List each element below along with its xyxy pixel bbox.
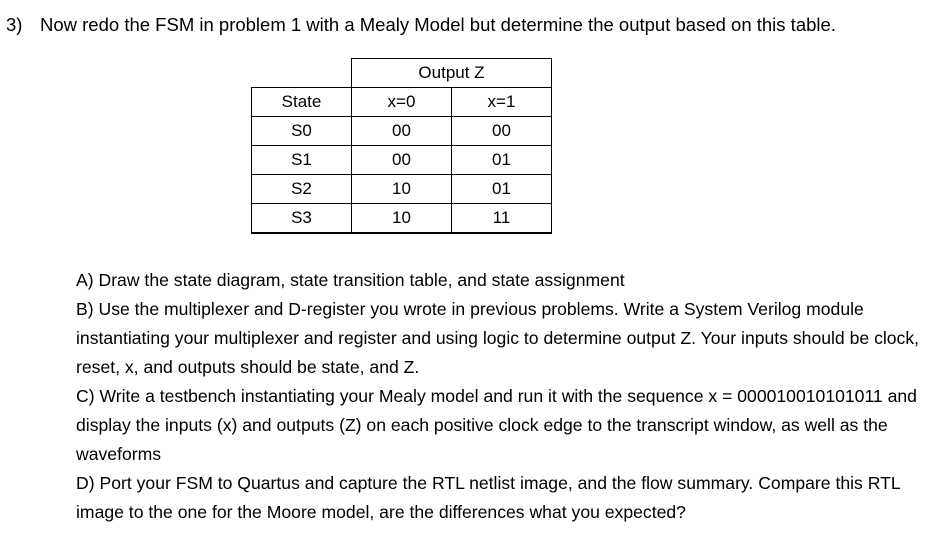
table-row bbox=[252, 175, 552, 204]
part-c-text: C) Write a testbench instantiating your Mealy model and run it with the sequence x = 000010010101011 and display the inputs (x) and outputs (Z) on each positive clock edge to the transcript window, as well as the waveforms bbox=[76, 386, 917, 464]
state-column-header: State bbox=[252, 88, 352, 117]
part-b-text: B) Use the multiplexer and D-register you wrote in previous problems. Write a System Verilog module instantiating your multiplexer and register and using logic to determine output Z. Your inputs should be clock, reset, x, and outputs should be state, and Z. bbox=[76, 299, 920, 377]
output-x1-cell: 01 bbox=[452, 175, 552, 204]
output-x1-cell: 11 bbox=[452, 204, 552, 234]
state-cell: S1 bbox=[252, 146, 352, 175]
question-number: 3) bbox=[6, 14, 23, 35]
question-heading bbox=[6, 14, 836, 36]
part-a-text: A) Draw the state diagram, state transition table, and state assignment bbox=[76, 270, 625, 290]
output-x0-cell: 10 bbox=[352, 204, 452, 234]
part-d-text: D) Port your FSM to Quartus and capture the RTL netlist image, and the flow summary. Compare this RTL image to the one for the Moore model, are the differences what you expected? bbox=[76, 473, 900, 522]
question-parts bbox=[76, 266, 932, 527]
table-blank-cell bbox=[252, 59, 352, 88]
output-x0-cell: 10 bbox=[352, 175, 452, 204]
output-x0-cell: 00 bbox=[352, 117, 452, 146]
state-cell: S0 bbox=[252, 117, 352, 146]
output-x1-cell: 00 bbox=[452, 117, 552, 146]
state-cell: S3 bbox=[252, 204, 352, 234]
table-row bbox=[252, 204, 552, 234]
x1-column-header: x=1 bbox=[452, 88, 552, 117]
question-text: Now redo the FSM in problem 1 with a Mealy Model but determine the output based on this table. bbox=[40, 14, 836, 35]
table-row bbox=[252, 146, 552, 175]
x0-column-header: x=0 bbox=[352, 88, 452, 117]
output-table bbox=[251, 58, 552, 234]
table-group-header-row bbox=[252, 59, 552, 88]
output-x0-cell: 00 bbox=[352, 146, 452, 175]
table-column-header-row bbox=[252, 88, 552, 117]
state-cell: S2 bbox=[252, 175, 352, 204]
table-row bbox=[252, 117, 552, 146]
output-z-header: Output Z bbox=[352, 59, 552, 88]
output-x1-cell: 01 bbox=[452, 146, 552, 175]
